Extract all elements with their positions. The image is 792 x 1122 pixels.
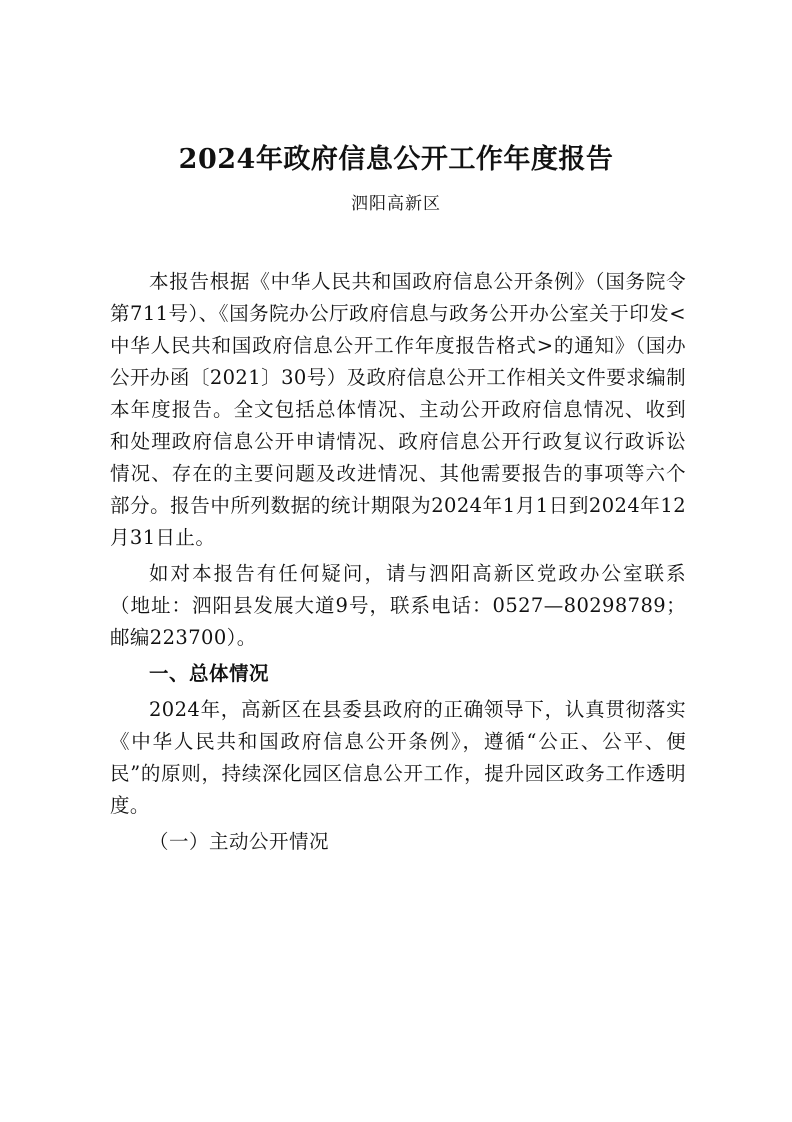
overview-paragraph: 2024年，高新区在县委县政府的正确领导下，认真贯彻落实《中华人民共和国政府信息公开条例》，遵循“公正、公平、便民”的原则，持续深化园区信息公开工作，提升园区政务工作透明度。 [110,698,686,817]
intro-paragraph: 本报告根据《中华人民共和国政府信息公开条例》（国务院令第711号）、《国务院办公厅政府信息与政务公开办公室关于印发<中华人民共和国政府信息公开工作年度报告格式>的通知》（国办公开办函〔2021〕30号）及政府信息公开工作相关文件要求编制本年度报告。全文包括总体情况、主动公开政府信息情况、收到和处理政府信息公开申请情况、政府信息公开行政复议行政诉讼情况、存在的主要问题及改进情况、其他需要报告的事项等六个部分。报告中所列数据的统计期限为2024年1月1日到2024年12月31日止。 [110,270,686,549]
document-subtitle: 泗阳高新区 [351,194,441,214]
contact-paragraph: 如对本报告有任何疑问，请与泗阳高新区党政办公室联系（地址：泗阳县发展大道9号，联系电话：0527—80298789；邮编223700）。 [110,562,686,649]
document-title: 2024年政府信息公开工作年度报告 [178,144,614,175]
subsection-heading-active-disclosure: （一）主动公开情况 [149,830,330,853]
section-heading-overview: 一、总体情况 [149,662,270,685]
document-body [110,266,686,858]
